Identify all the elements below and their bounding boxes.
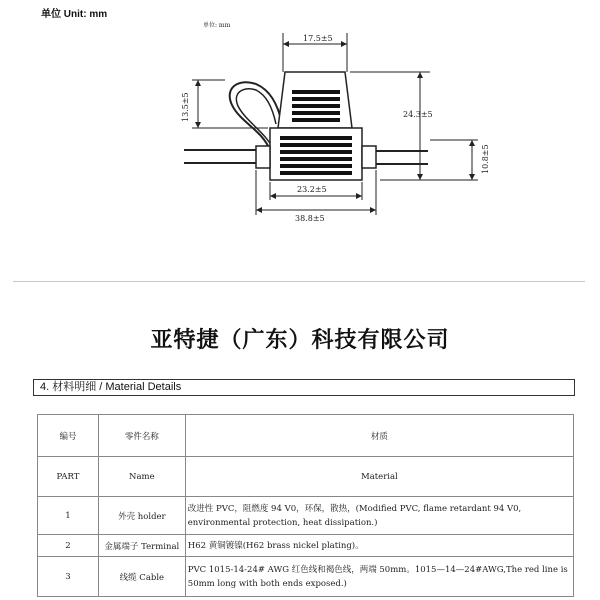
company-name: 亚特捷（广东）科技有限公司 xyxy=(150,328,450,353)
row-material: H62 黄铜镀镍(H62 brass nickel plating)。 xyxy=(185,535,573,557)
section-divider xyxy=(13,281,585,282)
dim-overall-width: 38.8±5 xyxy=(295,214,325,223)
section-title: 4. 材料明细 / Material Details xyxy=(33,379,575,396)
row-part-name: 线缆 Cable xyxy=(98,557,185,597)
drawing-unit-label: 单位: mm xyxy=(203,22,231,29)
right-terminal xyxy=(362,146,376,168)
dim-right-small-height: 10.8±5 xyxy=(481,144,490,174)
row-material: PVC 1015-14-24# AWG 红色线和褐色线，两端 50mm。1015—14—24#AWG,The red line is 50mm long with both ends exposed.) xyxy=(185,557,573,597)
header-name-cn: 零件名称 xyxy=(98,415,185,457)
header-material-cn: 材质 xyxy=(185,415,573,457)
table-header-en xyxy=(38,457,574,497)
row-material: 改进性 PVC，阻燃度 94 V0，环保，散热，(Modified PVC, flame retardant 94 V0, environmental protection, heat dissipation.) xyxy=(185,497,573,535)
header-no-en: PART xyxy=(38,457,99,497)
table-header-cn xyxy=(38,415,574,457)
row-part-name: 金属端子 Terminal xyxy=(98,535,185,557)
dim-left-height: 13.5±5 xyxy=(181,92,190,122)
dim-top-width: 17.5±5 xyxy=(303,34,333,43)
left-wires xyxy=(184,150,256,163)
header-name-en: Name xyxy=(98,457,185,497)
dim-right-height: 24.3±5 xyxy=(403,110,433,119)
row-part-number: 2 xyxy=(38,535,99,557)
table-row xyxy=(38,497,574,535)
row-part-number: 1 xyxy=(38,497,99,535)
header-material-en: Material xyxy=(185,457,573,497)
left-terminal xyxy=(256,146,270,168)
unit-label: 单位 Unit: mm xyxy=(41,9,108,20)
fuse-holder-drawing xyxy=(0,0,600,250)
row-part-name: 外壳 holder xyxy=(98,497,185,535)
materials-table xyxy=(37,414,574,597)
dim-base-width: 23.2±5 xyxy=(297,185,327,194)
table-row xyxy=(38,557,574,597)
row-part-number: 3 xyxy=(38,557,99,597)
header-no-cn: 编号 xyxy=(38,415,99,457)
table-row xyxy=(38,535,574,557)
